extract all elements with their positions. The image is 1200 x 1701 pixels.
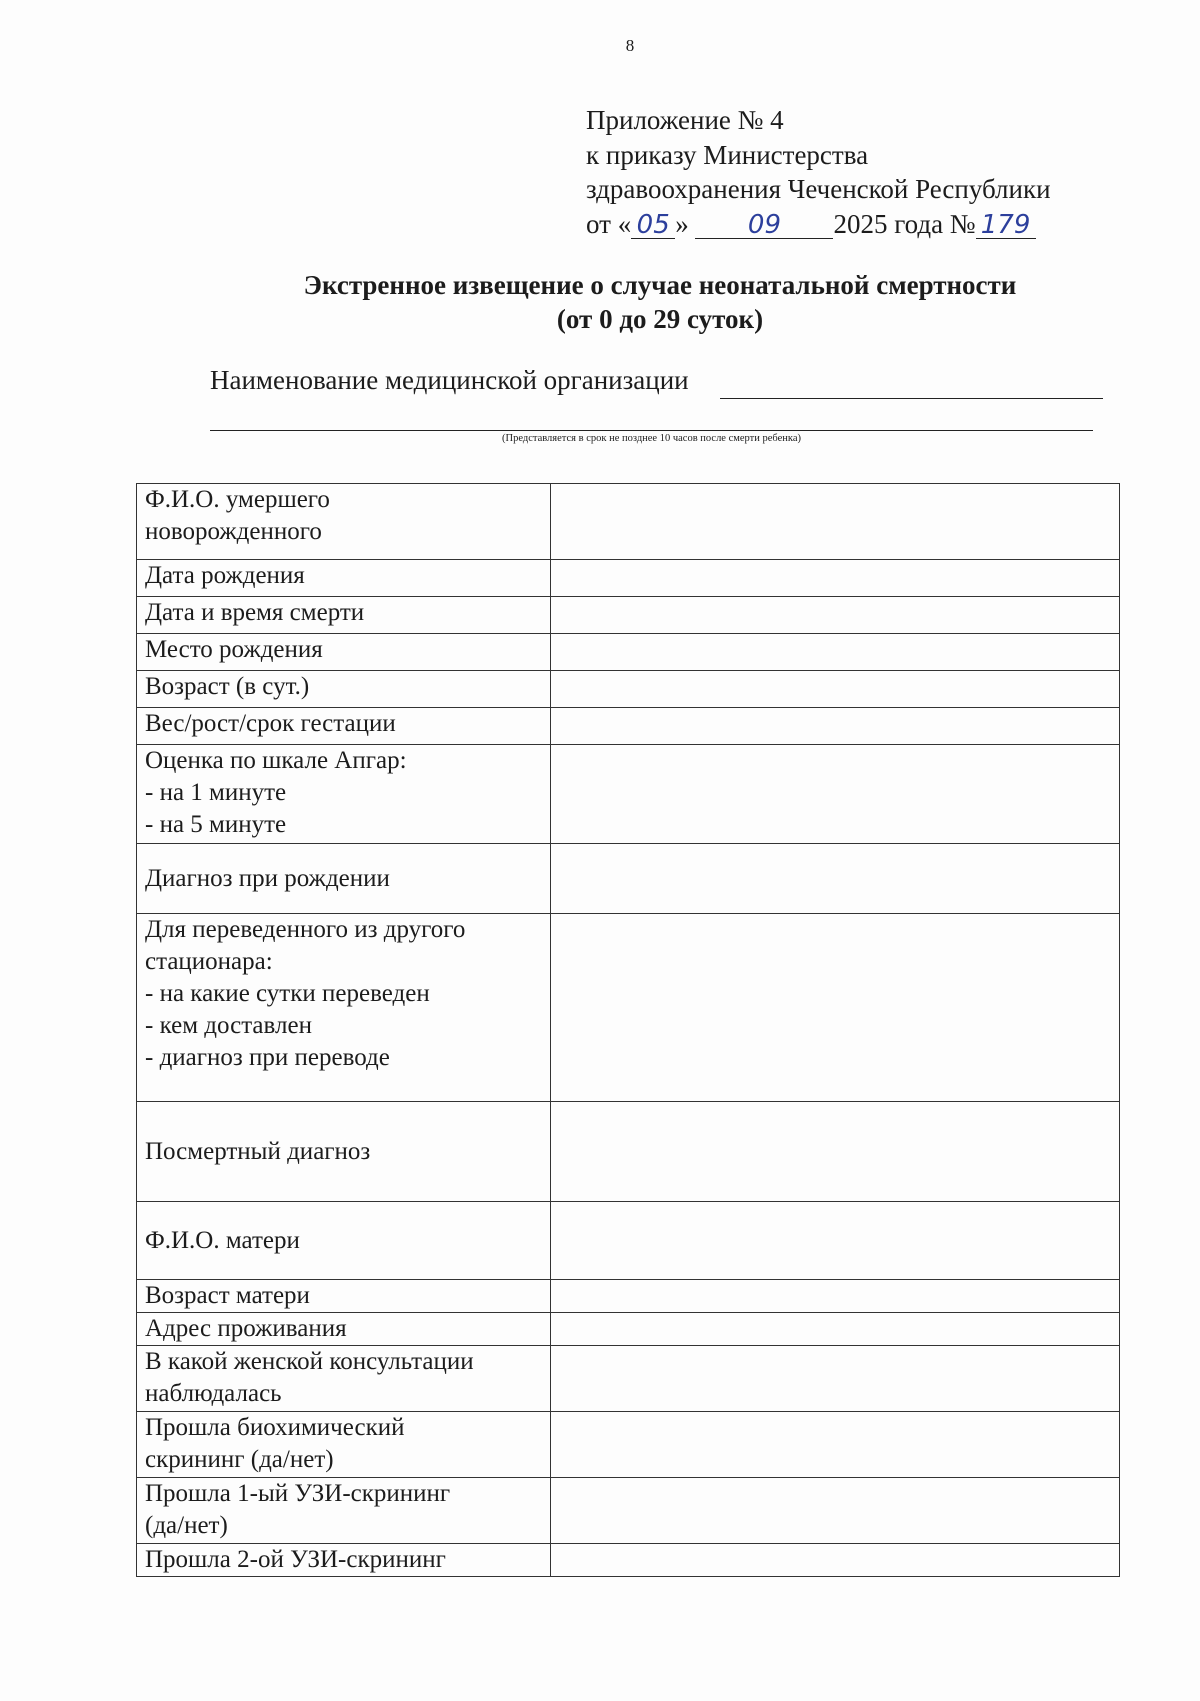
form-row-label bbox=[137, 1412, 551, 1478]
org-name-field[interactable] bbox=[720, 398, 1103, 399]
form-row-label-line: Оценка по шкале Апгар: bbox=[145, 747, 407, 774]
form-row-label-line: Ф.И.О. умершего bbox=[145, 486, 330, 513]
form-row-label bbox=[137, 634, 551, 671]
form-row-label bbox=[137, 1478, 551, 1544]
form-row bbox=[137, 1280, 1120, 1313]
form-row-label bbox=[137, 1544, 551, 1577]
date-day: 05 bbox=[636, 209, 670, 240]
form-row bbox=[137, 708, 1120, 745]
form-row-label-line: Дата и время смерти bbox=[145, 599, 365, 626]
form-row bbox=[137, 1478, 1120, 1544]
appendix-date-line bbox=[586, 207, 1051, 242]
form-row-label bbox=[137, 484, 551, 560]
form-row-label bbox=[137, 844, 551, 914]
form-row-value-cell[interactable] bbox=[551, 560, 1120, 597]
date-prefix: от « bbox=[586, 208, 632, 239]
appendix-ministry: здравоохранения Чеченской Республики bbox=[586, 174, 1051, 204]
form-row bbox=[137, 1412, 1120, 1478]
form-row-value-cell[interactable] bbox=[551, 1313, 1120, 1346]
form-row bbox=[137, 844, 1120, 914]
form-row-label-line: Посмертный диагноз bbox=[145, 1137, 371, 1165]
form-row-label-line: - кем доставлен bbox=[145, 1012, 312, 1039]
form-row-value-cell[interactable] bbox=[551, 1202, 1120, 1280]
form-row-label-line: - на 5 минуте bbox=[145, 811, 287, 838]
form-row-value-cell[interactable] bbox=[551, 914, 1120, 1102]
date-year-text: 2025 года № bbox=[833, 208, 976, 239]
title-line-1: Экстренное извещение о случае неонатальной смертности bbox=[303, 270, 1017, 300]
form-row-label-line: скрининг (да/нет) bbox=[145, 1446, 334, 1473]
form-row bbox=[137, 597, 1120, 634]
form-row-label-line: - на какие сутки переведен bbox=[145, 980, 430, 1007]
date-month: 09 bbox=[747, 209, 781, 240]
document-title bbox=[0, 268, 1200, 336]
form-row-label bbox=[137, 914, 551, 1102]
form-row-label bbox=[137, 1102, 551, 1202]
form-row-label bbox=[137, 1346, 551, 1412]
form-row-label-line: Для переведенного из другого bbox=[145, 916, 466, 943]
form-row-label-line: Адрес проживания bbox=[145, 1315, 347, 1342]
appendix-number: Приложение № 4 bbox=[586, 105, 784, 135]
form-row-label bbox=[137, 1280, 551, 1313]
form-row-value-cell[interactable] bbox=[551, 844, 1120, 914]
appendix-header bbox=[586, 103, 1051, 241]
appendix-order-ref: к приказу Министерства bbox=[586, 139, 869, 170]
form-row-label-line: стационара: bbox=[145, 948, 273, 975]
form-row-value-cell[interactable] bbox=[551, 484, 1120, 560]
form-row-label-line: Диагноз при рождении bbox=[145, 864, 390, 892]
form-row-value-cell[interactable] bbox=[551, 1478, 1120, 1544]
form-row bbox=[137, 671, 1120, 708]
form-row-label-line: - диагноз при переводе bbox=[145, 1044, 390, 1071]
form-row bbox=[137, 1202, 1120, 1280]
form-row-label-line: Возраст матери bbox=[145, 1282, 310, 1309]
org-label: Наименование медицинской организации bbox=[210, 365, 689, 395]
form-row-label bbox=[137, 708, 551, 745]
form-row-label-line: - на 1 минуте bbox=[145, 779, 287, 806]
form-row-value-cell[interactable] bbox=[551, 1102, 1120, 1202]
form-row-label-line: Прошла 1-ый УЗИ-скрининг bbox=[145, 1480, 451, 1507]
form-row-label bbox=[137, 560, 551, 597]
form-row bbox=[137, 1313, 1120, 1346]
form-row-label-line: новорожденного bbox=[145, 518, 322, 545]
form-row-label bbox=[137, 671, 551, 708]
form-row-label-line: Прошла биохимический bbox=[145, 1414, 405, 1441]
form-row-label-line: наблюдалась bbox=[145, 1380, 282, 1407]
org-name-field-line-2[interactable] bbox=[210, 430, 1093, 431]
form-row bbox=[137, 1346, 1120, 1412]
form-row-label bbox=[137, 745, 551, 844]
page-number: 8 bbox=[625, 36, 635, 55]
submission-note: (Представляется в срок не позднее 10 часов после смерти ребенка) bbox=[502, 433, 801, 444]
form-row-label-line: Вес/рост/срок гестации bbox=[145, 710, 396, 737]
form-row bbox=[137, 560, 1120, 597]
date-mid: » bbox=[675, 208, 689, 239]
form-row-label-line: Ф.И.О. матери bbox=[145, 1226, 300, 1254]
form-row-label bbox=[137, 1313, 551, 1346]
form-row-label-line: Дата рождения bbox=[145, 562, 305, 589]
form-row-label-line: Прошла 2-ой УЗИ-скрининг bbox=[145, 1546, 446, 1573]
form-row bbox=[137, 1544, 1120, 1577]
form-row-value-cell[interactable] bbox=[551, 1412, 1120, 1478]
form-row bbox=[137, 745, 1120, 844]
notification-form-table bbox=[136, 483, 1120, 1577]
form-row-label-line: В какой женской консультации bbox=[145, 1348, 474, 1375]
form-row-label bbox=[137, 1202, 551, 1280]
form-row-value-cell[interactable] bbox=[551, 745, 1120, 844]
form-row-label-line: Возраст (в сут.) bbox=[145, 673, 310, 700]
form-row-label-line: (да/нет) bbox=[145, 1512, 228, 1539]
form-row bbox=[137, 914, 1120, 1102]
form-row-value-cell[interactable] bbox=[551, 1544, 1120, 1577]
form-row-value-cell[interactable] bbox=[551, 708, 1120, 745]
title-line-2: (от 0 до 29 суток) bbox=[556, 304, 764, 334]
form-row-value-cell[interactable] bbox=[551, 671, 1120, 708]
form-row-value-cell[interactable] bbox=[551, 597, 1120, 634]
form-row-label bbox=[137, 597, 551, 634]
form-row-label-line: Место рождения bbox=[145, 636, 323, 663]
form-row bbox=[137, 634, 1120, 671]
form-row bbox=[137, 1102, 1120, 1202]
form-row-value-cell[interactable] bbox=[551, 634, 1120, 671]
form-row-value-cell[interactable] bbox=[551, 1280, 1120, 1313]
form-row bbox=[137, 484, 1120, 560]
form-row-value-cell[interactable] bbox=[551, 1346, 1120, 1412]
order-number: 179 bbox=[980, 209, 1031, 240]
